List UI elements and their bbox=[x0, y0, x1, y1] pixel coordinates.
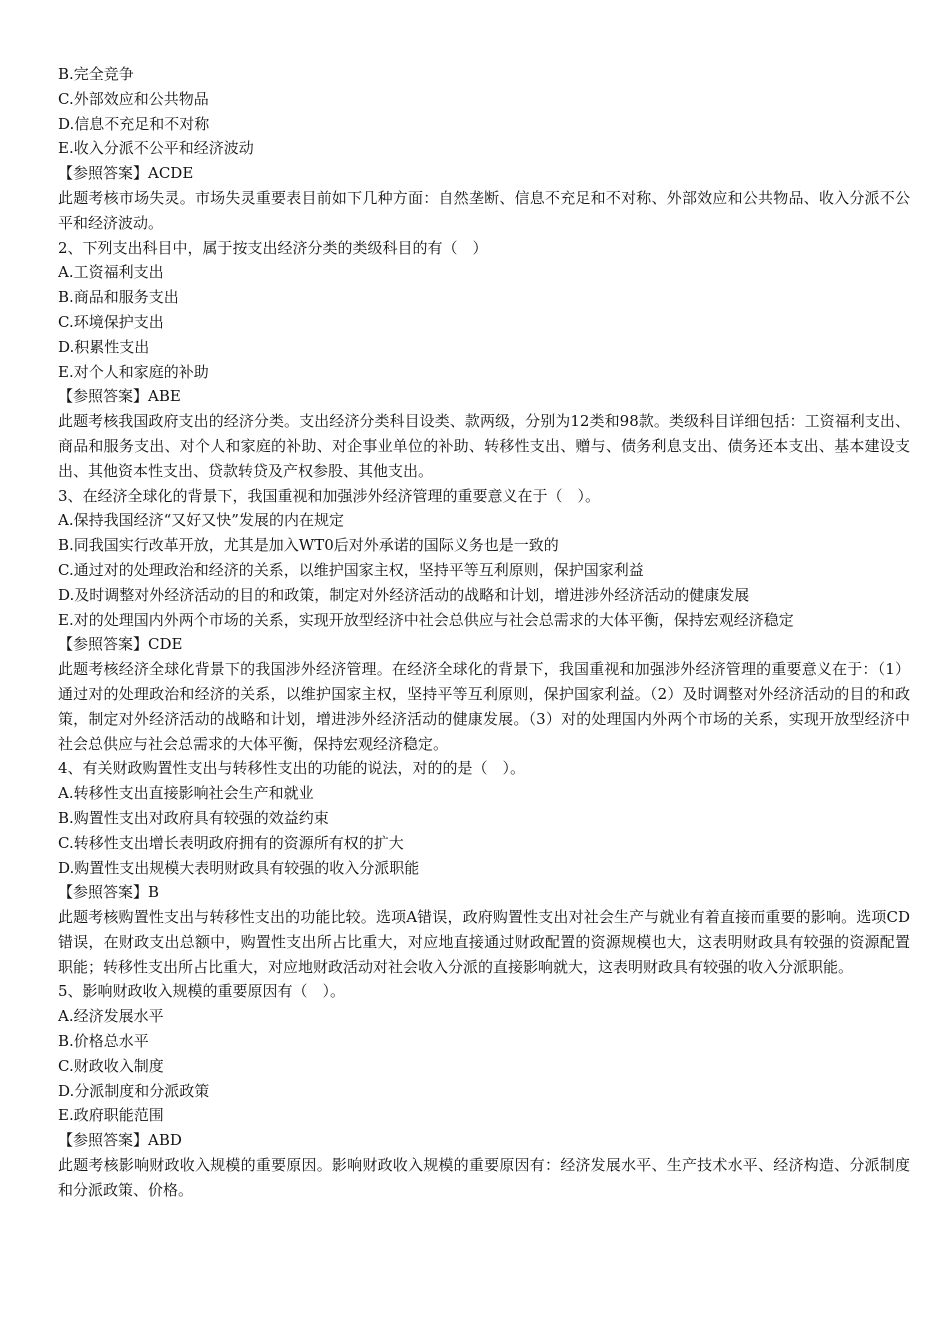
q2-option-a: A.工资福利支出 bbox=[58, 263, 164, 282]
question-2 bbox=[58, 236, 910, 484]
question-3 bbox=[58, 484, 910, 757]
q3-explanation: 此题考核经济全球化背景下的我国涉外经济管理。在经济全球化的背景下，我国重视和加强涉外经济管理的重要意义在于：（1）通过对的处理政治和经济的关系，以维护国家主权，坚持平等互利原则，保护国家利益。（2）及时调整对外经济活动的目的和政策，制定对外经济活动的战略和计划，增进涉外经济活动的健康发展。（3）对的处理国内外两个市场的关系，实现开放型经济中社会总供应与社会总需求的大体平衡，保持宏观经济稳定。 bbox=[58, 660, 910, 753]
q4-option-d: D.购置性支出规模大表明财政具有较强的收入分派职能 bbox=[58, 858, 420, 877]
q2-option-e: E.对个人和家庭的补助 bbox=[58, 362, 209, 381]
q3-option-b: B.同我国实行改革开放，尤其是加入WT0后对外承诺的国际义务也是一致的 bbox=[58, 536, 559, 555]
q1-explanation: 此题考核市场失灵。市场失灵重要表目前如下几种方面：自然垄断、信息不充足和不对称、外部效应和公共物品、收入分派不公平和经济波动。 bbox=[58, 188, 910, 232]
q2-option-b: B.商品和服务支出 bbox=[58, 288, 179, 307]
q3-option-c: C.通过对的处理政治和经济的关系，以维护国家主权，坚持平等互利原则，保护国家利益 bbox=[58, 560, 644, 579]
q2-question: 2、下列支出科目中，属于按支出经济分类的类级科目的有（ ） bbox=[58, 238, 488, 257]
q5-option-c: C.财政收入制度 bbox=[58, 1056, 164, 1075]
q2-option-c: C.环境保护支出 bbox=[58, 312, 164, 331]
q4-explanation: 此题考核购置性支出与转移性支出的功能比较。选项A错误，政府购置性支出对社会生产与就业有着直接而重要的影响。选项CD错误，在财政支出总额中，购置性支出所占比重大，对应地直接通过财政配置的资源规模也大，这表明财政具有较强的资源配置职能；转移性支出所占比重大，对应地财政活动对社会收入分派的直接影响就大，这表明财政具有较强的收入分派职能。 bbox=[58, 908, 910, 976]
q4-option-a: A.转移性支出直接影响社会生产和就业 bbox=[58, 784, 314, 803]
q5-question: 5、影响财政收入规模的重要原因有（ ）。 bbox=[58, 982, 346, 1001]
q1-option-b: B.完全竞争 bbox=[58, 65, 134, 83]
question-5 bbox=[58, 979, 910, 1202]
q5-explanation: 此题考核影响财政收入规模的重要原因。影响财政收入规模的重要原因有：经济发展水平、生产技术水平、经济构造、分派制度和分派政策、价格。 bbox=[58, 1156, 910, 1199]
q4-option-c: C.转移性支出增长表明政府拥有的资源所有权的扩大 bbox=[58, 833, 404, 852]
q4-question: 4、有关财政购置性支出与转移性支出的功能的说法，对的的是（ ）。 bbox=[58, 759, 526, 778]
q1-answer: 【参照答案】ACDE bbox=[58, 164, 194, 183]
question-1-tail bbox=[58, 62, 910, 236]
q3-option-e: E.对的处理国内外两个市场的关系，实现开放型经济中社会总供应与社会总需求的大体平衡，保持宏观经济稳定 bbox=[58, 610, 794, 629]
q5-option-d: D.分派制度和分派政策 bbox=[58, 1081, 210, 1100]
q2-answer: 【参照答案】ABE bbox=[58, 387, 181, 406]
q4-option-b: B.购置性支出对政府具有较强的效益约束 bbox=[58, 808, 329, 827]
q5-option-e: E.政府职能范围 bbox=[58, 1106, 164, 1125]
q5-answer: 【参照答案】ABD bbox=[58, 1131, 182, 1150]
question-4 bbox=[58, 756, 910, 979]
q2-explanation: 此题考核我国政府支出的经济分类。支出经济分类科目设类、款两级，分别为12类和98款。类级科目详细包括：工资福利支出、商品和服务支出、对个人和家庭的补助、对企事业单位的补助、转移性支出、赠与、债务利息支出、债务还本支出、基本建设支出、其他资本性支出、贷款转贷及产权参股、其他支出。 bbox=[58, 412, 910, 480]
q3-answer: 【参照答案】CDE bbox=[58, 635, 183, 654]
q3-option-d: D.及时调整对外经济活动的目的和政策，制定对外经济活动的战略和计划，增进涉外经济活动的健康发展 bbox=[58, 585, 750, 604]
q2-option-d: D.积累性支出 bbox=[58, 337, 150, 356]
q1-option-c: C.外部效应和公共物品 bbox=[58, 89, 209, 108]
q5-option-b: B.价格总水平 bbox=[58, 1032, 149, 1051]
q3-option-a: A.保持我国经济“又好又快”发展的内在规定 bbox=[58, 511, 344, 530]
q5-option-a: A.经济发展水平 bbox=[58, 1007, 164, 1026]
q1-option-e: E.收入分派不公平和经济波动 bbox=[58, 139, 254, 158]
q3-question: 3、在经济全球化的背景下，我国重视和加强涉外经济管理的重要意义在于（ ）。 bbox=[58, 486, 601, 505]
q1-option-d: D.信息不充足和不对称 bbox=[58, 114, 210, 133]
q4-answer: 【参照答案】B bbox=[58, 883, 160, 902]
